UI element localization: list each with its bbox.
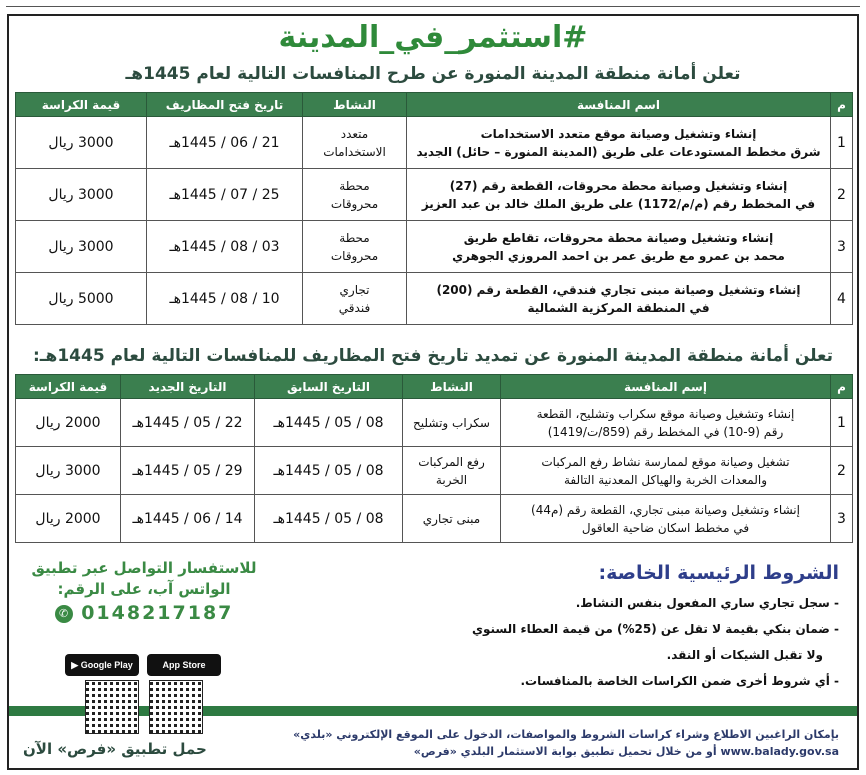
row-index: 3 [831,221,853,273]
col-tender-name: اسم المنافسة [407,93,831,117]
row-index: 1 [831,117,853,169]
col-index: م [831,375,853,399]
contact-block [19,558,269,624]
booklet-price: 2000 ريال [16,495,121,543]
row-index: 2 [831,169,853,221]
qr-code-icon[interactable] [85,680,139,734]
tender-name: إنشاء وتشغيل وصيانة محطة محروقات، تقاطع طريق محمد بن عمرو مع طريق عمر بن احمد المروزي الجوهري [407,221,831,273]
col-index: م [831,93,853,117]
advertisement-frame [7,14,859,770]
tender-activity: متعدد الاستخدامات [303,117,407,169]
condition-item: ولا تقبل الشيكات أو النقد. [666,648,823,662]
opening-date: 21 / 06 / 1445هـ [147,117,303,169]
opening-date: 03 / 08 / 1445هـ [147,221,303,273]
extension-table [15,374,853,543]
new-date: 29 / 05 / 1445هـ [121,447,255,495]
tender-name: تشغيل وصيانة موقع لممارسة نشاط رفع المركبات والمعدات الخربة والهياكل المعدنية التالفة [501,447,831,495]
table-row [16,447,853,495]
col-tender-name: إسم المنافسة [501,375,831,399]
table-header-row [16,93,853,117]
tenders-table [15,92,853,325]
store-badges [65,654,223,676]
booklet-price: 3000 ريال [16,169,147,221]
page-title: #استثمر_في_المدينة [278,20,588,55]
col-previous-date: التاريخ السابق [255,375,403,399]
condition-item: - سجل تجاري ساري المفعول بنفس النشاط. [575,596,839,610]
heading-tenders: تعلن أمانة منطقة المدينة المنورة عن طرح المنافسات التالية لعام 1445هـ [125,64,741,84]
booklet-price: 3000 ريال [16,447,121,495]
col-activity: النشاط [403,375,501,399]
table-row [16,399,853,447]
contact-line: الواتس آب، على الرقم: [57,580,231,598]
table-row [16,169,853,221]
new-date: 14 / 06 / 1445هـ [121,495,255,543]
top-rule [0,0,866,10]
col-new-date: التاريخ الجديد [121,375,255,399]
table-row [16,273,853,325]
table-row [16,221,853,273]
new-date: 22 / 05 / 1445هـ [121,399,255,447]
heading-extension: تعلن أمانة منطقة المدينة المنورة عن تمديد تاريخ فتح المظاريف للمنافسات التالية لعام 1445هـ: [32,346,834,366]
google-play-badge[interactable]: ▶ Google Play [65,654,139,676]
footer-note: بإمكان الراغبين الاطلاع وشراء كراسات الشروط والمواصفات، الدخول على الموقع الإلكتروني «بلدي» www.balady.gov.sa أو من خلال تحميل تطبيق بوابة الاستثمار البلدي «فرص» [293,728,839,758]
tender-name: إنشاء وتشغيل وصيانة موقع سكراب وتشليح، القطعة رقم (9-10) في المخطط رقم (859/ت/1419) [501,399,831,447]
row-index: 4 [831,273,853,325]
row-index: 1 [831,399,853,447]
opening-date: 25 / 07 / 1445هـ [147,169,303,221]
tender-name: إنشاء وتشغيل وصيانة مبنى تجاري، القطعة رقم (م44) في مخطط اسكان ضاحية العاقول [501,495,831,543]
previous-date: 08 / 05 / 1445هـ [255,399,403,447]
conditions-title: الشروط الرئيسية الخاصة: [598,562,839,584]
whatsapp-icon: ✆ [55,605,73,623]
tender-activity: سكراب وتشليح [403,399,501,447]
tender-activity: مبنى تجاري [403,495,501,543]
tender-name: إنشاء وتشغيل وصيانة مبنى تجاري فندقي، القطعة رقم (200) في المنطقة المركزية الشمالية [407,273,831,325]
app-store-badge[interactable]: App Store [147,654,221,676]
row-index: 3 [831,495,853,543]
previous-date: 08 / 05 / 1445هـ [255,495,403,543]
booklet-price: 3000 ريال [16,221,147,273]
booklet-price: 5000 ريال [16,273,147,325]
tender-name: إنشاء وتشغيل وصيانة محطة محروقات، القطعة رقم (27) في المخطط رقم (م/م/1172) على طريق الملك خالد بن عبد العزيز [407,169,831,221]
table-header-row [16,375,853,399]
phone-number[interactable]: ✆ 0148217187 [19,602,269,624]
condition-item: - ضمان بنكي بقيمة لا تقل عن (25%) من قيمة العطاء السنوي [472,622,839,636]
condition-item: - أي شروط أخرى ضمن الكراسات الخاصة بالمنافسات. [520,674,839,688]
row-index: 2 [831,447,853,495]
booklet-price: 2000 ريال [16,399,121,447]
table-row [16,495,853,543]
tender-activity: محطة محروقات [303,169,407,221]
tender-name: إنشاء وتشغيل وصيانة موقع متعدد الاستخدامات شرق مخطط المستودعات على طريق (المدينة المنورة – حائل) الجديد [407,117,831,169]
col-opening-date: تاريخ فتح المظاريف [147,93,303,117]
qr-code-icon[interactable] [149,680,203,734]
tender-activity: رفع المركبات الخربة [403,447,501,495]
col-activity: النشاط [303,93,407,117]
previous-date: 08 / 05 / 1445هـ [255,447,403,495]
table-row [16,117,853,169]
contact-line: للاستفسار التواصل عبر تطبيق [31,559,257,577]
tender-activity: محطة محروقات [303,221,407,273]
booklet-price: 3000 ريال [16,117,147,169]
col-booklet-price: قيمة الكراسة [16,375,121,399]
tender-activity: تجاري فندقي [303,273,407,325]
app-download-cta: حمل تطبيق «فرص» الآن [23,740,207,758]
opening-date: 10 / 08 / 1445هـ [147,273,303,325]
col-booklet-price: قيمة الكراسة [16,93,147,117]
